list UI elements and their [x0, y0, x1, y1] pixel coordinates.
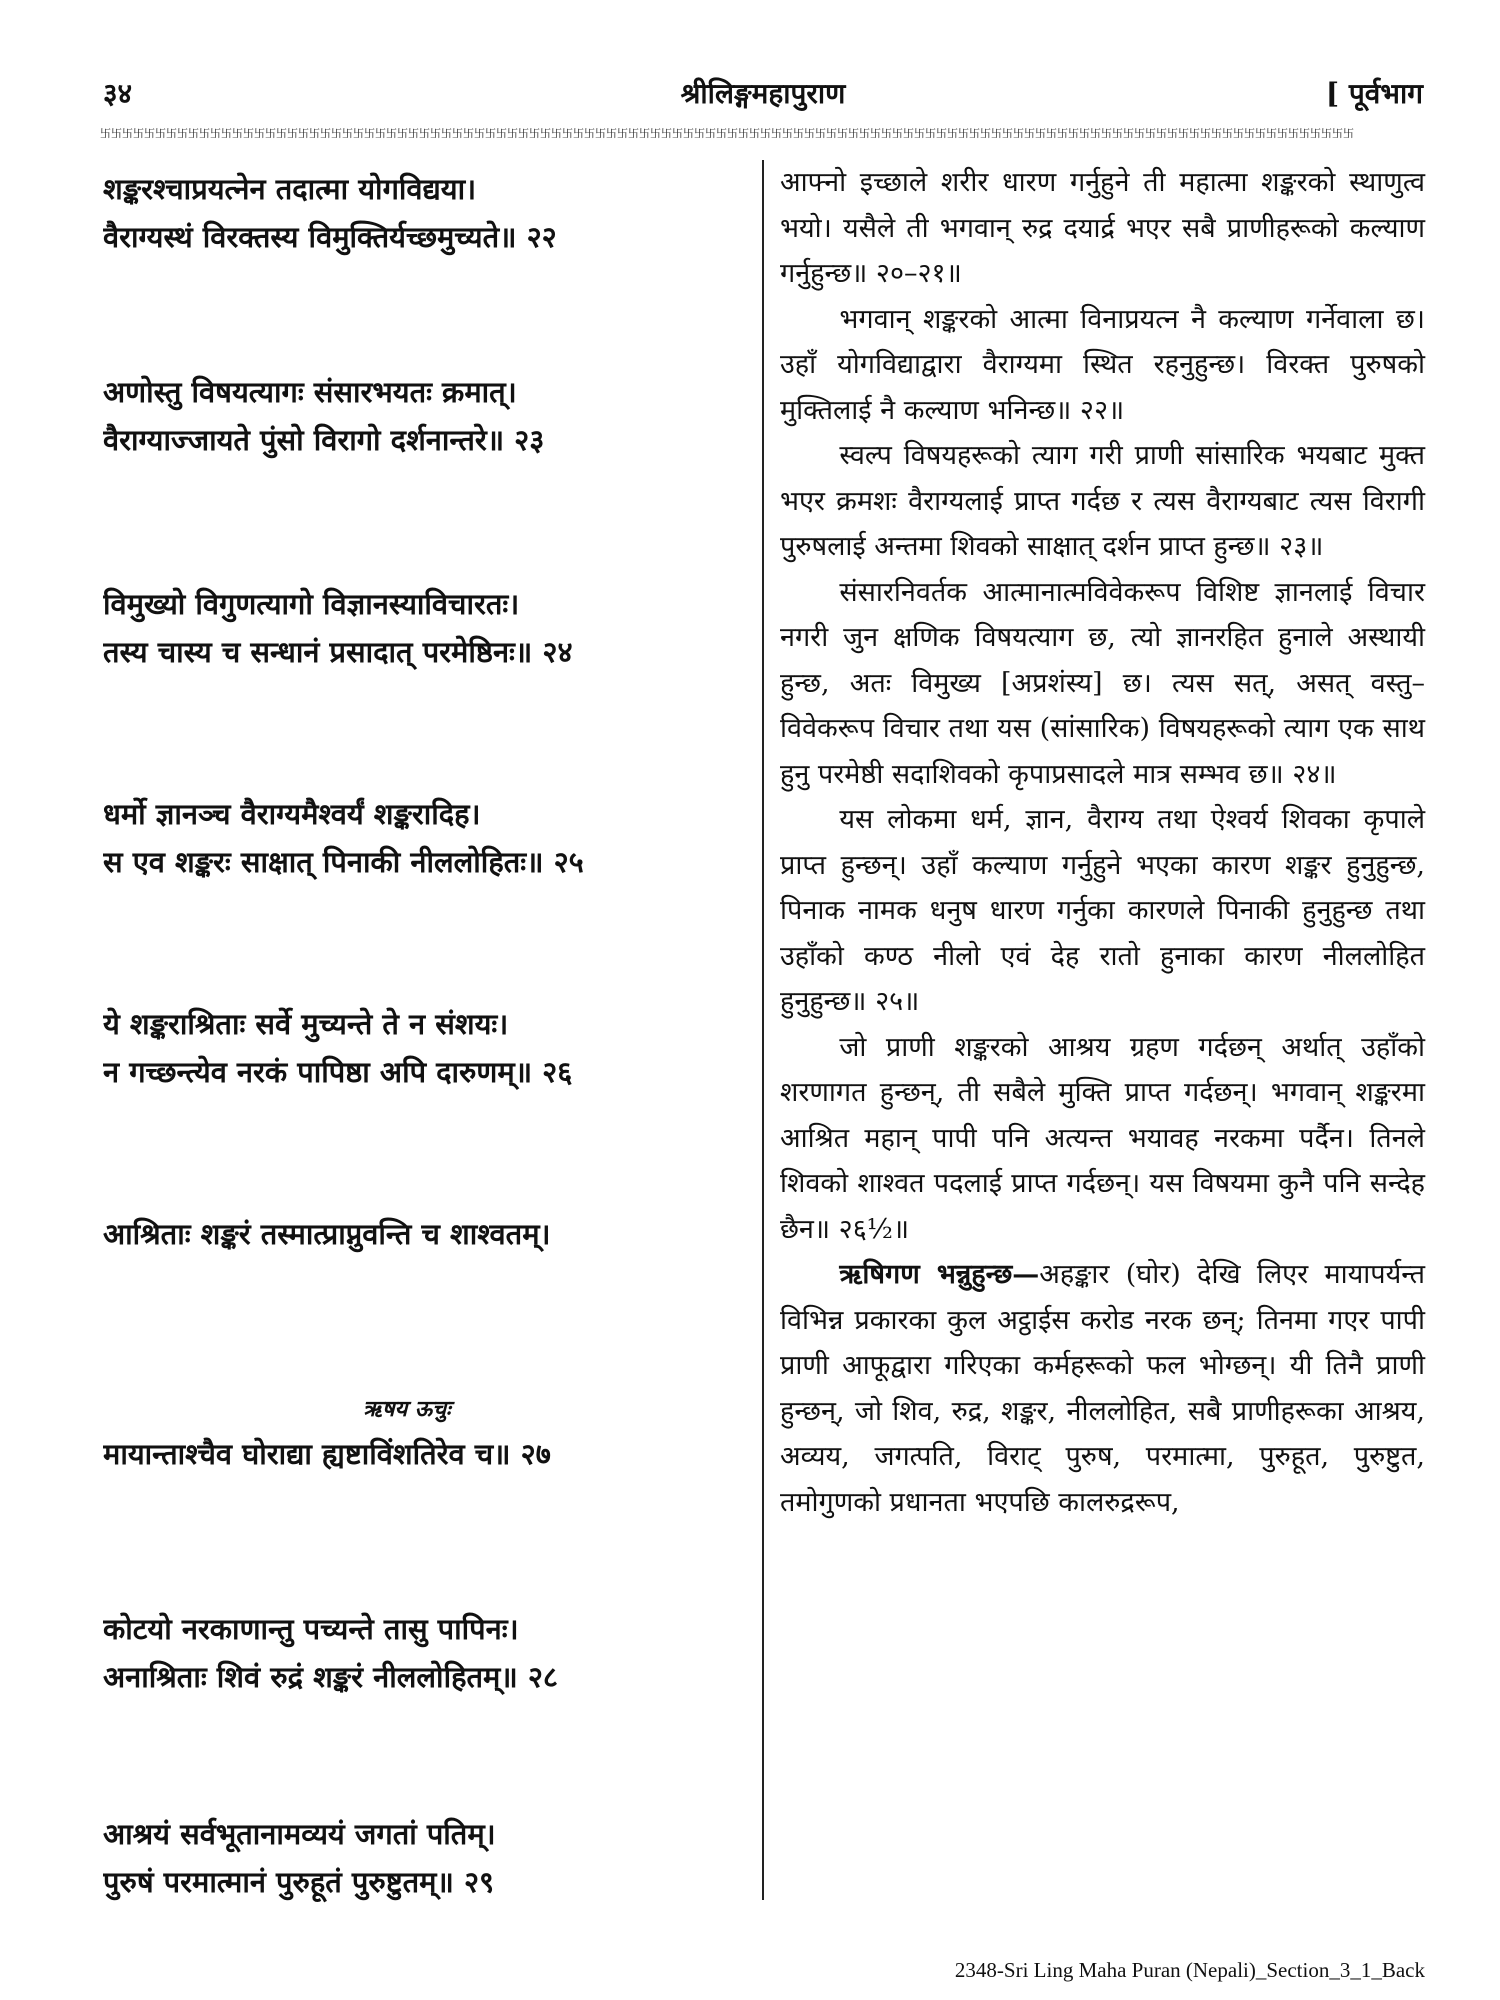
part-label: [ पूर्वभाग	[1325, 77, 1423, 110]
verse-line: अनाश्रिताः शिवं रुद्रं शङ्करं नीललोहितम्॥ २८	[103, 1660, 558, 1694]
translation-paragraph: भगवान् शङ्करको आत्मा विनाप्रयत्न नै कल्याण गर्नेवाला छ। उहाँ योगविद्याद्वारा वैराग्यमा स्थित रहनुहुन्छ। विरक्त पुरुषको मुक्तिलाई नै कल्याण भनिन्छ॥ २२॥	[780, 303, 1425, 426]
verse-line: आश्रिताः शङ्करं तस्मात्प्राप्नुवन्ति च शाश्वतम्।	[103, 1217, 551, 1251]
verse-line: पुरुषं परमात्मानं पुरुहूतं पुरुष्टुतम्॥ २९	[103, 1865, 495, 1899]
column-divider	[762, 160, 764, 1900]
translation-paragraph: स्वल्प विषयहरूको त्याग गरी प्राणी सांसारिक भयबाट मुक्त भएर क्रमशः वैराग्यलाई प्राप्त गर्दछ र त्यस वैराग्यबाट त्यस विरागी पुरुषलाई अन्तमा शिवको साक्षात् दर्शन प्राप्त हुन्छ॥ २३॥	[780, 440, 1425, 562]
section-heading: ऋषिगण भन्नुहुन्छ—	[839, 1259, 1040, 1290]
book-title: श्रीलिङ्गमहापुराण	[680, 77, 846, 110]
translation-paragraph: जो प्राणी शङ्करको आश्रय ग्रहण गर्दछन् अर्थात् उहाँको शरणागत हुन्छन्, ती सबैले मुक्ति प्राप्त गर्दछन्। भगवान् शङ्करमा आश्रित महान् पापी पनि अत्यन्त भयावह नरकमा पर्दैन। तिनले शिवको शाश्वत पदलाई प्राप्त गर्दछन्। यस विषयमा कुनै पनि सन्देह छैन॥ २६½॥	[780, 1031, 1425, 1245]
verse-line: शङ्करश्चाप्रयत्नेन तदात्मा योगविद्यया।	[103, 172, 477, 206]
verse-line: कोटयो नरकाणान्तु पच्यन्ते तासु पापिनः।	[103, 1612, 519, 1646]
verse-28	[103, 1605, 748, 1701]
verse-27	[103, 1430, 748, 1478]
translation-column	[780, 160, 1425, 1525]
page-header	[103, 72, 1423, 122]
verse-line: न गच्छन्त्येव नरकं पापिष्ठा अपि दारुणम्॥ २६	[103, 1055, 573, 1089]
verse-24	[103, 580, 748, 676]
verse-line: वैराग्याज्जायते पुंसो विरागो दर्शनान्तरे॥ २३	[103, 423, 545, 457]
verse-line: आश्रयं सर्वभूतानामव्ययं जगतां पतिम्।	[103, 1817, 496, 1851]
footer-label: 2348-Sri Ling Maha Puran (Nepali)_Section_3_1_Back	[954, 1958, 1425, 1982]
verse-line: अणोस्तु विषयत्यागः संसारभयतः क्रमात्।	[103, 375, 517, 409]
verse-22	[103, 165, 748, 261]
translation-paragraph: आफ्नो इच्छाले शरीर धारण गर्नुहुने ती महात्मा शङ्करको स्थाणुत्व भयो। यसैले ती भगवान् रुद्र दयार्द्र भएर सबै प्राणीहरूको कल्याण गर्नुहुन्छ॥ २०–२१॥	[780, 167, 1425, 289]
translation-paragraph: यस लोकमा धर्म, ज्ञान, वैराग्य तथा ऐश्वर्य शिवका कृपाले प्राप्त हुन्छन्। उहाँ कल्याण गर्नुहुने भएका कारण शङ्कर हुनुहुन्छ, पिनाक नामक धनुष धारण गर्नुका कारणले पिनाकी हुनुहुन्छ तथा उहाँको कण्ठ नीलो एवं देह रातो हुनाका कारण नीललोहित हुनुहुन्छ॥ २५॥	[780, 804, 1425, 1017]
verse-26-half	[103, 1210, 748, 1258]
verse-line: विमुख्यो विगुणत्यागो विज्ञानस्याविचारतः।	[103, 587, 520, 621]
verse-29	[103, 1810, 748, 1906]
translation-paragraph: संसारनिवर्तक आत्मानात्मविवेकरूप विशिष्ट ज्ञानलाई विचार नगरी जुन क्षणिक विषयत्याग छ, त्यो ज्ञानरहित हुनाले अस्थायी हुन्छ, अतः विमुख्य [अप्रशंस्य] छ। त्यस सत्, असत् वस्तु–विवेकरूप विचार तथा यस (सांसारिक) विषयहरूको त्याग एक साथ हुनु परमेष्ठी सदाशिवको कृपाप्रसादले मात्र सम्भव छ॥ २४॥	[780, 576, 1425, 790]
verse-line: ये शङ्कराश्रिताः सर्वे मुच्यन्ते ते न संशयः।	[103, 1007, 509, 1041]
translation-paragraph	[780, 1252, 1425, 1525]
paragraph-body: अहङ्कार (घोर) देखि लिएर मायापर्यन्त विभिन्न प्रकारका कुल अट्ठाईस करोड नरक छन्; तिनमा गएर पापी प्राणी आफूद्वारा गरिएका कर्महरूको फल भोग्छन्। यी तिनै प्राणी हुन्छन्, जो शिव, रुद्र, शङ्कर, नीललोहित, सबै प्राणीहरूका आश्रय, अव्यय, जगत्पति, विराट् पुरुष, परमात्मा, पुरुहूत, पुरुष्टुत, तमोगुणको प्रधानता भएपछि कालरुद्ररूप,	[780, 1259, 1425, 1518]
decorative-border: 卐卐卐卐卐卐卐卐卐卐卐卐卐卐卐卐卐卐卐卐卐卐卐卐卐卐卐卐卐卐卐卐卐卐卐卐卐卐卐卐卐卐卐卐卐卐卐卐卐卐卐卐卐卐卐卐卐卐卐卐卐卐卐卐卐卐卐卐卐卐卐卐卐卐卐卐卐卐卐卐卐卐卐卐卐卐卐卐卐卐卐卐卐卐卐卐卐卐卐卐卐卐卐卐卐卐卐卐卐卐卐卐卐卐	[100, 127, 1354, 140]
verse-25	[103, 790, 748, 886]
verse-26	[103, 1000, 748, 1096]
verse-line: धर्मो ज्ञानञ्च वैराग्यमैश्वर्यं शङ्करादिह।	[103, 797, 481, 831]
page-number: ३४	[103, 77, 133, 110]
verse-line: मायान्ताश्चैव घोराद्या ह्यष्टाविंशतिरेव च॥ २७	[103, 1437, 551, 1471]
speaker-label: ऋषय ऊचुः	[363, 1396, 451, 1422]
verse-23	[103, 368, 748, 464]
verse-line: वैराग्यस्थं विरक्तस्य विमुक्तिर्यच्छमुच्यते॥ २२	[103, 220, 557, 254]
verse-line: स एव शङ्करः साक्षात् पिनाकी नीललोहितः॥ २५	[103, 845, 584, 879]
verse-line: तस्य चास्य च सन्धानं प्रसादात् परमेष्ठिनः॥ २४	[103, 635, 573, 669]
